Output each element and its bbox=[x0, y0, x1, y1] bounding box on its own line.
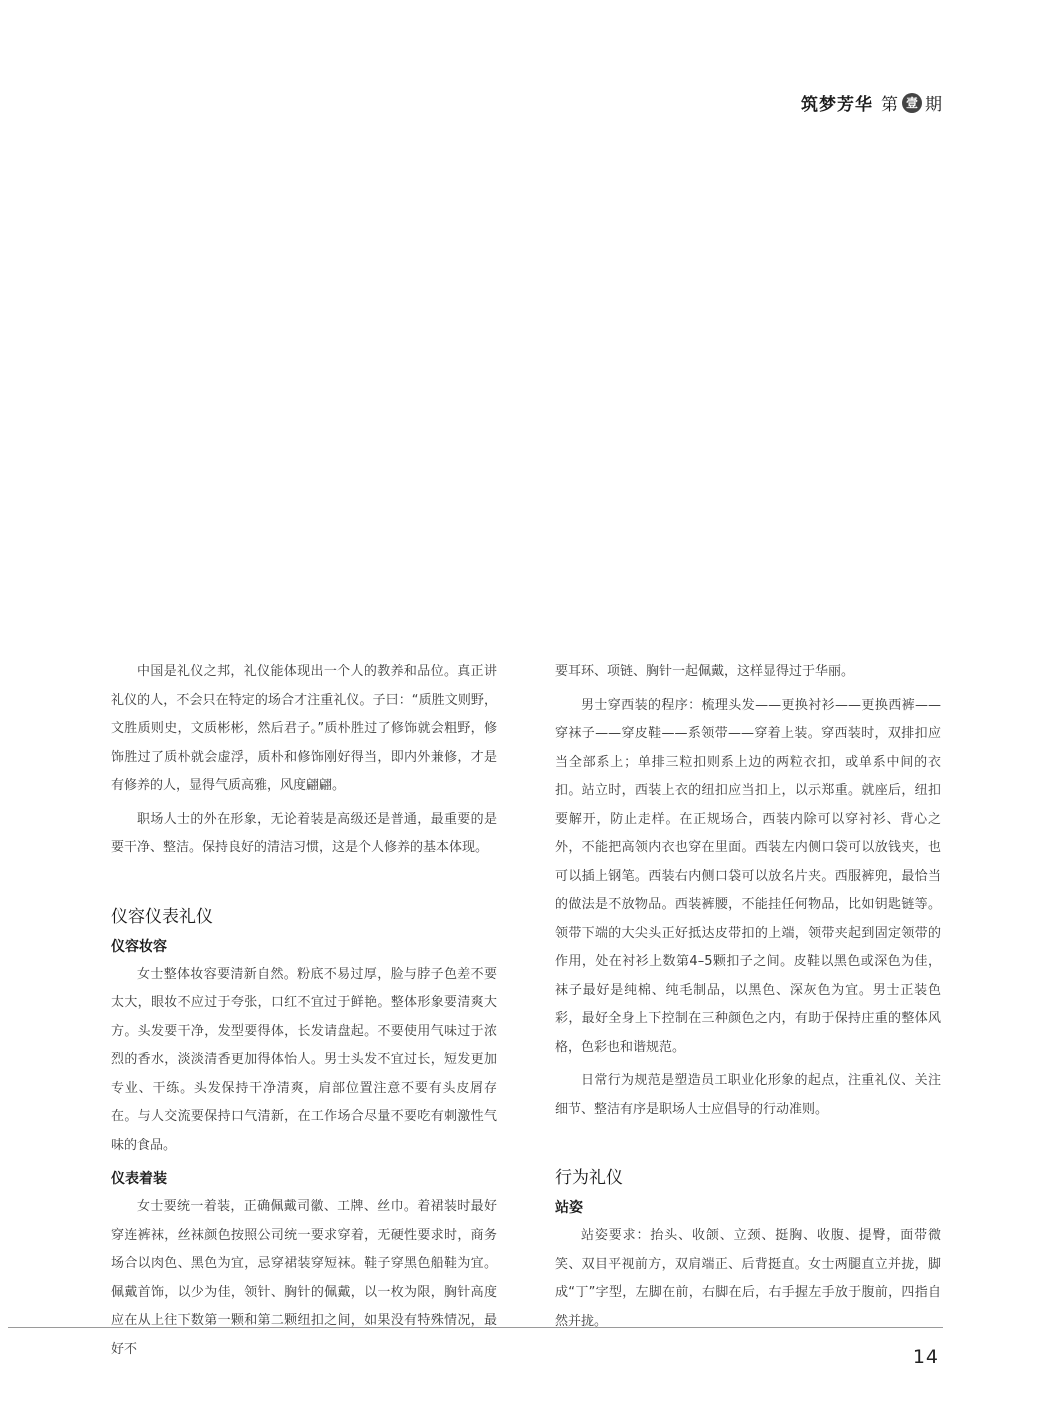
magazine-title: 筑梦芳华 bbox=[801, 95, 873, 115]
attire-paragraph: 女士要统一着装，正确佩戴司徽、工牌、丝巾。着裙装时最好穿连裤袜，丝袜颜色按照公司统一要求穿着，无硬性要求时，商务场合以肉色、黑色为宜，忌穿裙装穿短袜。鞋子穿黑色船鞋为宜。佩戴首饰，以少为佳，领针、胸针的佩戴，以一枚为限，胸针高度应在从上往下数第一颗和第二颗纽扣之间，如果没有特殊情况，最好不 bbox=[111, 1199, 497, 1357]
issue-number-badge: 壹 bbox=[902, 93, 922, 113]
page-number: 14 bbox=[912, 1346, 939, 1368]
subheading-makeup: 仪容妆容 bbox=[111, 938, 167, 955]
subheading-standing: 站姿 bbox=[555, 1200, 583, 1216]
intro-paragraph-1: 中国是礼仪之邦，礼仪能体现出一个人的教养和品位。真正讲礼仪的人，不会只在特定的场合才注重礼仪。子曰：“质胜文则野，文胜质则史，文质彬彬，然后君子。”质朴胜过了修饰就会粗野，修饰胜过了质朴就会虚浮，质朴和修饰刚好得当，即内外兼修，才是有修养的人，显得气质高雅，风度翩翩。 bbox=[111, 664, 497, 793]
standing-paragraph: 站姿要求：抬头、收颌、立颈、挺胸、收腹、提臀，面带微笑、双目平视前方，双肩端正、后背挺直。女士两腿直立并拢，脚成“丁”字型，左脚在前，右脚在后，右手握左手放于腹前，四指自然并拢。 bbox=[555, 1228, 941, 1329]
issue-suffix: 期 bbox=[925, 95, 943, 115]
subheading-attire: 仪表着装 bbox=[111, 1171, 167, 1187]
intro-paragraph-2: 职场人士的外在形象，无论着装是高级还是普通，最重要的是要干净、整洁。保持良好的清洁习惯，这是个人修养的基本体现。 bbox=[111, 811, 497, 855]
suit-paragraph: 男士穿西装的程序：梳理头发——更换衬衫——更换西裤——穿袜子——穿皮鞋——系领带——穿着上装。穿西装时，双排扣应当全部系上；单排三粒扣则系上边的两粒衣扣，或单系中间的衣扣。站立时，西装上衣的纽扣应当扣上，以示郑重。就座后，纽扣要解开，防止走样。在正规场合，西装内除可以穿衬衫、背心之外，不能把高领内衣也穿在里面。西装左内侧口袋可以放钱夹，也可以插上钢笔。西装右内侧口袋可以放名片夹。西服裤兜，最恰当的做法是不放物品。西装裤腰，不能挂任何物品，比如钥匙链等。领带下端的大尖头正好抵达皮带扣的上端，领带夹起到固定领带的作用，处在衬衫上数第4–5颗扣子之间。皮鞋以黑色或深色为佳，袜子最好是纯棉、纯毛制品，以黑色、深灰色为宜。男士正装色彩，最好全身上下控制在三种颜色之内，有助于保持庄重的整体风格，色彩也和谐规范。 bbox=[555, 697, 941, 1055]
section-heading-appearance: 仪容仪表礼仪 bbox=[111, 906, 213, 927]
left-column bbox=[111, 658, 497, 1369]
makeup-paragraph: 女士整体妆容要清新自然。粉底不易过厚，脸与脖子色差不要太大，眼妆不应过于夸张，口红不宜过于鲜艳。整体形象要清爽大方。头发要干净，发型要得体，长发请盘起。不要使用气味过于浓烈的香水，淡淡清香更加得体怡人。男士头发不宜过长，短发更加专业、干练。头发保持干净清爽，肩部位置注意不要有头皮屑存在。与人交流要保持口气清新，在工作场合尽量不要吃有刺激性气味的食品。 bbox=[111, 966, 497, 1153]
issue-prefix: 第 bbox=[881, 95, 899, 115]
attire-paragraph-continued: 要耳环、项链、胸针一起佩戴，这样显得过于华丽。 bbox=[555, 664, 855, 679]
right-column bbox=[555, 658, 941, 1341]
footer-divider bbox=[8, 1327, 943, 1328]
magazine-header bbox=[801, 90, 943, 115]
section-heading-behavior: 行为礼仪 bbox=[555, 1168, 623, 1188]
daily-conduct-paragraph: 日常行为规范是塑造员工职业化形象的起点，注重礼仪、关注细节、整洁有序是职场人士应倡导的行动准则。 bbox=[555, 1073, 941, 1117]
